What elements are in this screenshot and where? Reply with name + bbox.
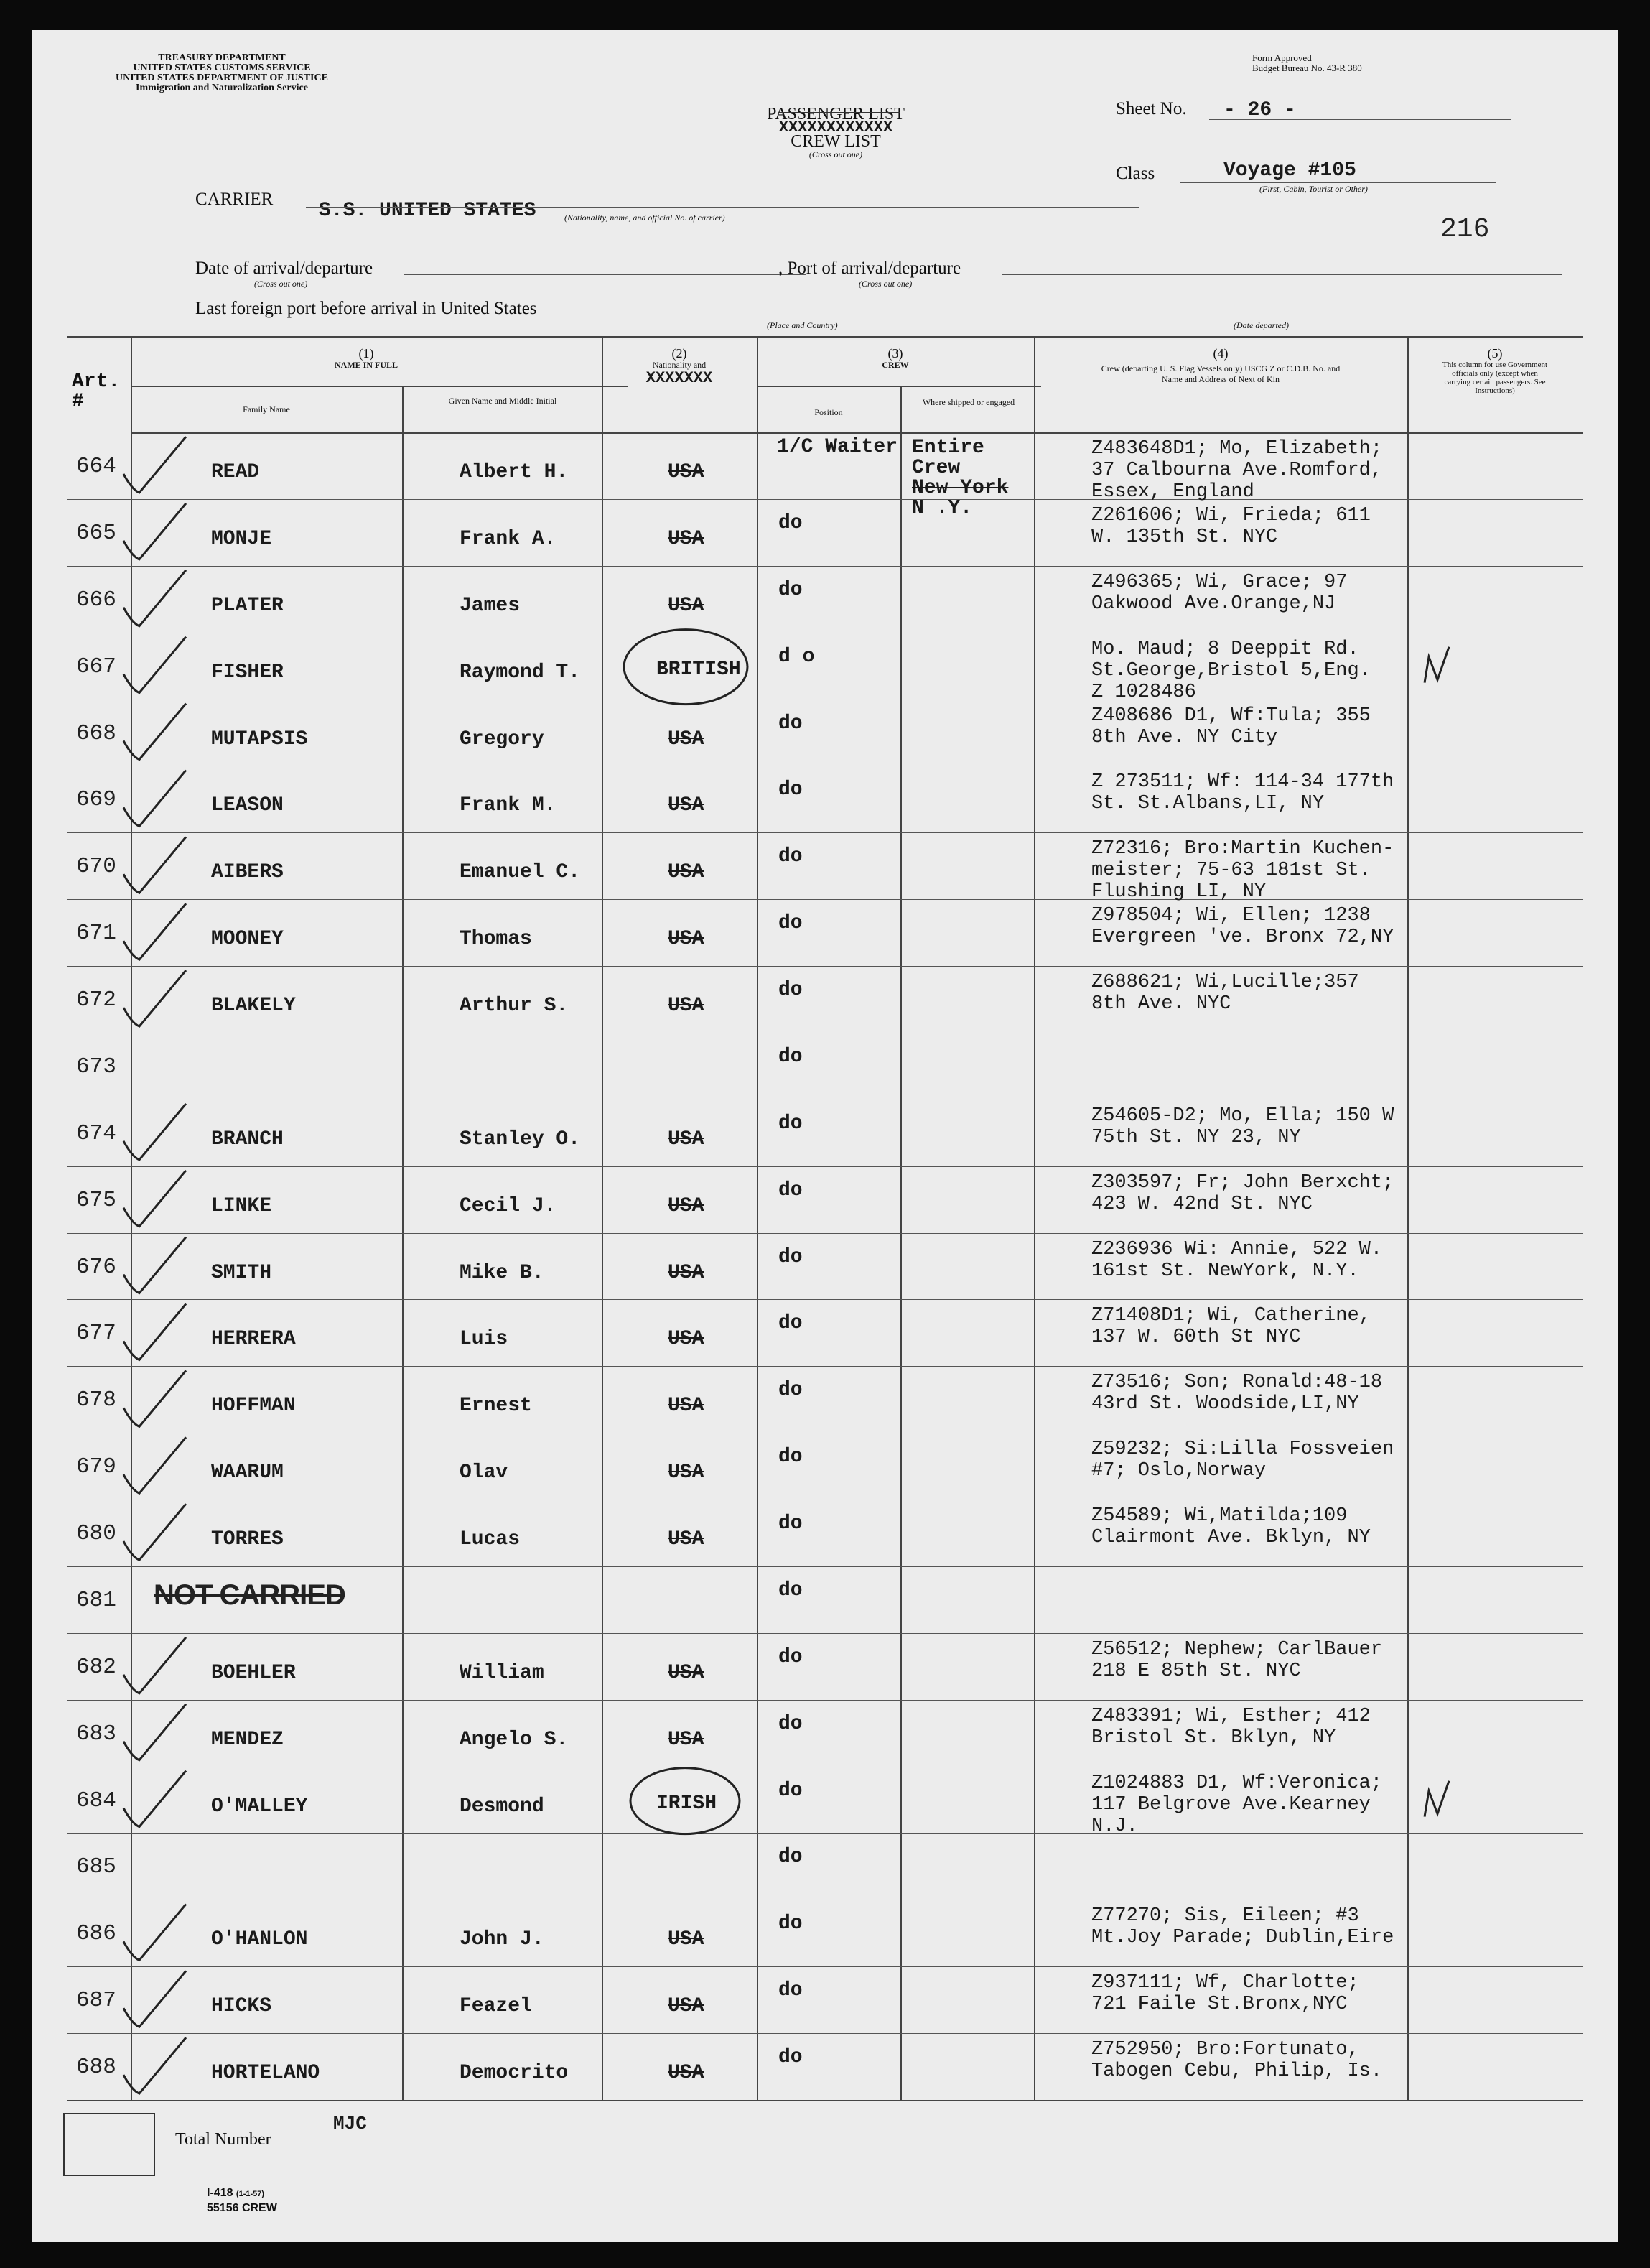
art-number: 684: [76, 1788, 116, 1813]
nationality: USA: [668, 1995, 704, 2017]
table-row: [32, 966, 1618, 1033]
next-of-kin-line: 43rd St. Woodside,LI,NY: [1091, 1393, 1359, 1415]
position: do: [778, 779, 803, 801]
next-of-kin-line: St.George,Bristol 5,Eng.: [1091, 660, 1371, 682]
next-of-kin-line: 137 W. 60th St NYC: [1091, 1326, 1301, 1348]
art-number: 678: [76, 1388, 116, 1413]
art-number: 666: [76, 587, 116, 613]
next-of-kin-line: Z303597; Fr; John Berxcht;: [1091, 1172, 1394, 1194]
class-value: Voyage #105: [1223, 159, 1356, 182]
place-note: (Place and Country): [767, 320, 838, 330]
shipped-line: Entire: [912, 437, 984, 459]
next-of-kin-line: Z77270; Sis, Eileen; #3: [1091, 1905, 1359, 1927]
position: do: [778, 579, 803, 601]
next-of-kin-line: Mo. Maud; 8 Deeppit Rd.: [1091, 638, 1359, 660]
position: 1/C Waiter: [777, 436, 898, 458]
next-of-kin-line: Z483391; Wi, Esther; 412: [1091, 1706, 1371, 1727]
family-name: LINKE: [211, 1195, 272, 1217]
nationality: USA: [668, 1128, 704, 1151]
next-of-kin-line: #7; Oslo,Norway: [1091, 1460, 1267, 1482]
table-row: [32, 1966, 1618, 2033]
crew-rows: [32, 432, 1618, 2100]
title-crossed: XXXXXXXXXXXX: [778, 118, 893, 136]
table-row: [32, 1366, 1618, 1433]
given-name: Stanley O.: [460, 1128, 581, 1151]
port-note: (Cross out one): [859, 279, 913, 289]
art-number: 673: [76, 1054, 116, 1079]
nationality: USA: [668, 1928, 704, 1951]
given-name: Gregory: [460, 728, 544, 750]
sheet-label: Sheet No.: [1116, 99, 1187, 118]
family-name-header: Family Name: [243, 404, 290, 414]
next-of-kin-line: Z937111; Wf, Charlotte;: [1091, 1972, 1359, 1994]
total-initials: MJC: [333, 2113, 367, 2134]
position: do: [778, 1913, 803, 1935]
table-row: [32, 1100, 1618, 1166]
next-of-kin-line: St. St.Albans,LI, NY: [1091, 793, 1325, 814]
position: do: [778, 1979, 803, 2002]
art-number: 670: [76, 854, 116, 879]
art-number: 667: [76, 654, 116, 679]
col1-header: [131, 346, 602, 370]
position: do: [778, 1646, 803, 1668]
next-of-kin-line: 721 Faile St.Bronx,NYC: [1091, 1994, 1348, 2015]
position: do: [778, 1379, 803, 1401]
position: do: [778, 1446, 803, 1468]
given-name: Democrito: [460, 2062, 569, 2084]
next-of-kin-line: Z54605-D2; Mo, Ella; 150 W: [1091, 1105, 1394, 1127]
family-name: PLATER: [211, 595, 284, 617]
col4-num: (4): [1213, 346, 1229, 361]
nationality: USA: [668, 1395, 704, 1417]
given-name: Luis: [460, 1328, 508, 1350]
next-of-kin-line: 161st St. NewYork, N.Y.: [1091, 1260, 1359, 1282]
arrival-label: Date of arrival/departure: [195, 259, 373, 278]
nationality: USA: [668, 861, 704, 883]
next-of-kin-line: W. 135th St. NYC: [1091, 526, 1278, 548]
form-title: [735, 106, 936, 160]
col1-num: (1): [358, 346, 374, 361]
table-row: [32, 832, 1618, 903]
next-of-kin-line: Z236936 Wi: Annie, 522 W.: [1091, 1239, 1383, 1260]
art-number: 685: [76, 1854, 116, 1879]
col3-num: (3): [887, 346, 903, 361]
next-of-kin-line: Z73516; Son; Ronald:48-18: [1091, 1372, 1383, 1393]
carrier-value: S.S. UNITED STATES: [319, 200, 536, 222]
arrival-note: (Cross out one): [254, 279, 308, 289]
family-name: TORRES: [211, 1528, 284, 1551]
next-of-kin-line: Z59232; Si:Lilla Fossveien: [1091, 1439, 1394, 1460]
nationality: USA: [668, 461, 704, 483]
position: do: [778, 1780, 803, 1802]
table-row: [32, 1033, 1618, 1100]
family-name: HERRERA: [211, 1328, 296, 1350]
given-name: Arthur S.: [460, 995, 569, 1017]
nationality: USA: [668, 1662, 704, 1684]
table-row: [32, 1299, 1618, 1366]
table-row: [32, 1767, 1618, 1837]
table-row: [32, 1166, 1618, 1233]
art-number: 671: [76, 921, 116, 946]
agency-line: UNITED STATES CUSTOMS SERVICE: [133, 62, 311, 73]
position: do: [778, 979, 803, 1001]
col5-header: [1407, 346, 1583, 395]
next-of-kin-line: 117 Belgrove Ave.Kearney: [1091, 1794, 1371, 1816]
table-row: [32, 566, 1618, 633]
art-number: 686: [76, 1921, 116, 1946]
art-number: 683: [76, 1721, 116, 1747]
next-of-kin-line: Clairmont Ave. Bklyn, NY: [1091, 1527, 1371, 1548]
position: do: [778, 512, 803, 534]
art-number: 672: [76, 987, 116, 1013]
port-label: , Port of arrival/departure: [778, 259, 961, 278]
next-of-kin-line: Z 1028486: [1091, 682, 1196, 703]
nationality: USA: [668, 794, 704, 817]
given-name: Ernest: [460, 1395, 532, 1417]
next-of-kin-line: Z408686 D1, Wf:Tula; 355: [1091, 705, 1371, 727]
position: do: [778, 1846, 803, 1868]
art-number: 687: [76, 1988, 116, 2013]
table-row: [32, 899, 1618, 966]
nationality: BRITISH: [656, 659, 741, 681]
art-number: 681: [76, 1588, 116, 1613]
nationality: USA: [668, 1528, 704, 1551]
family-name: SMITH: [211, 1262, 272, 1284]
family-name: BOEHLER: [211, 1662, 296, 1684]
form-id: I-418: [207, 2187, 233, 2199]
table-row: [32, 499, 1618, 566]
given-name: James: [460, 595, 521, 617]
date-departed-note: (Date departed): [1234, 320, 1289, 330]
col3-title: CREW: [882, 360, 909, 370]
given-name: Lucas: [460, 1528, 521, 1551]
next-of-kin-line: Z261606; Wi, Frieda; 611: [1091, 505, 1371, 526]
next-of-kin-line: 423 W. 42nd St. NYC: [1091, 1194, 1313, 1215]
next-of-kin-line: Z 273511; Wf: 114-34 177th: [1091, 771, 1394, 793]
col5-num: (5): [1487, 346, 1503, 361]
family-name: HICKS: [211, 1995, 272, 2017]
col2-header: [602, 346, 757, 387]
table-row: [32, 2033, 1618, 2100]
col4-title: Crew (departing U. S. Flag Vessels only) USCG Z or C.D.B. No. and Name and Address of Next of Kin: [1101, 363, 1341, 384]
family-name: HORTELANO: [211, 2062, 320, 2084]
next-of-kin-line: Z483648D1; Mo, Elizabeth;: [1091, 438, 1383, 460]
position: do: [778, 1512, 803, 1535]
next-of-kin-line: Oakwood Ave.Orange,NJ: [1091, 593, 1336, 615]
table-row: [32, 633, 1618, 703]
col4-header: [1034, 346, 1407, 385]
given-name: Frank A.: [460, 528, 556, 550]
given-name: Olav: [460, 1461, 508, 1484]
art-number: 677: [76, 1321, 116, 1346]
next-of-kin-line: N.J.: [1091, 1816, 1138, 1837]
next-of-kin-line: Z72316; Bro:Martin Kuchen-: [1091, 838, 1394, 860]
last-port-label: Last foreign port before arrival in United States: [195, 299, 537, 318]
nationality: USA: [668, 728, 704, 750]
crew-list-form: [32, 30, 1618, 2242]
shipped-line: N .Y.: [912, 497, 973, 519]
family-name: MOONEY: [211, 928, 284, 950]
family-name: BLAKELY: [211, 995, 296, 1017]
next-of-kin-line: Z752950; Bro:Fortunato,: [1091, 2039, 1359, 2060]
next-of-kin-line: 8th Ave. NYC: [1091, 993, 1231, 1015]
art-number: 668: [76, 721, 116, 746]
nationality: USA: [668, 1461, 704, 1484]
family-name: O'HANLON: [211, 1928, 308, 1951]
family-name: HOFFMAN: [211, 1395, 296, 1417]
art-number: 688: [76, 2055, 116, 2080]
next-of-kin-line: Evergreen 've. Bronx 72,NY: [1091, 926, 1394, 948]
family-name: BRANCH: [211, 1128, 284, 1151]
nationality: USA: [668, 995, 704, 1017]
given-name: Desmond: [460, 1795, 544, 1818]
title-passenger: PASSENGER LIST: [767, 105, 905, 124]
family-name: O'MALLEY: [211, 1795, 308, 1818]
next-of-kin-line: Flushing LI, NY: [1091, 881, 1267, 903]
next-of-kin-line: Z54589; Wi,Matilda;109: [1091, 1505, 1348, 1527]
nationality: USA: [668, 1262, 704, 1284]
nationality: USA: [668, 1328, 704, 1350]
family-name: READ: [211, 461, 260, 483]
nationality: USA: [668, 1195, 704, 1217]
table-row: [32, 1566, 1618, 1633]
art-label: Art.: [72, 371, 121, 393]
agency-block: [32, 53, 412, 93]
art-number: 676: [76, 1255, 116, 1280]
col2-title: Nationality and: [652, 360, 707, 370]
crew-code: 55156 CREW: [207, 2202, 277, 2214]
next-of-kin-line: 8th Ave. NY City: [1091, 727, 1278, 748]
table-row: [32, 1700, 1618, 1767]
given-name: Albert H.: [460, 461, 569, 483]
shipped-line: New York: [912, 477, 1009, 499]
table-row: [32, 1500, 1618, 1566]
art-number: 682: [76, 1655, 116, 1680]
table-row: [32, 766, 1618, 832]
given-name: Thomas: [460, 928, 532, 950]
next-of-kin-line: Z1024883 D1, Wf:Veronica;: [1091, 1772, 1383, 1794]
col3-header: [757, 346, 1034, 370]
form-approved: [1252, 53, 1362, 73]
art-number: 664: [76, 454, 116, 479]
position: do: [778, 1579, 803, 1602]
next-of-kin-line: Mt.Joy Parade; Dublin,Eire: [1091, 1927, 1394, 1948]
art-number: 674: [76, 1121, 116, 1146]
next-of-kin-line: 218 E 85th St. NYC: [1091, 1660, 1301, 1682]
next-of-kin-line: 37 Calbourna Ave.Romford,: [1091, 460, 1383, 481]
table-row: [32, 1233, 1618, 1300]
nationality: IRISH: [656, 1793, 717, 1815]
class-label: Class: [1116, 164, 1155, 183]
table-row: [32, 700, 1618, 766]
next-of-kin-line: 75th St. NY 23, NY: [1091, 1127, 1301, 1148]
position: do: [778, 1046, 803, 1068]
title-strike: [778, 112, 900, 113]
position-header: Position: [814, 407, 843, 417]
agency-line: Immigration and Naturalization Service: [136, 83, 308, 93]
col1-title: NAME IN FULL: [334, 360, 398, 370]
nationality: USA: [668, 928, 704, 950]
family-name: FISHER: [211, 661, 284, 684]
form-approved-text: Form Approved: [1252, 52, 1312, 63]
col2-num: (2): [671, 346, 687, 361]
given-name: Cecil J.: [460, 1195, 556, 1217]
given-name: Mike B.: [460, 1262, 544, 1284]
position: do: [778, 712, 803, 735]
position: do: [778, 2046, 803, 2068]
class-note: (First, Cabin, Tourist or Other): [1259, 184, 1368, 194]
family-name: MENDEZ: [211, 1729, 284, 1751]
form-date: (1-1-57): [236, 2190, 265, 2198]
nationality: USA: [668, 1729, 704, 1751]
table-row: [32, 1900, 1618, 1966]
next-of-kin-line: Z978504; Wi, Ellen; 1238: [1091, 905, 1371, 926]
position: do: [778, 1713, 803, 1735]
nationality: USA: [668, 528, 704, 550]
table-row: [32, 1433, 1618, 1500]
cross-out-note: (Cross out one): [808, 149, 863, 159]
carrier-note: (Nationality, name, and official No. of carrier): [564, 213, 725, 223]
next-of-kin-line: Z71408D1; Wi, Catherine,: [1091, 1305, 1371, 1326]
budget-bureau-text: Budget Bureau No. 43-R 380: [1252, 62, 1362, 73]
given-name: Frank M.: [460, 794, 556, 817]
art-header: [72, 372, 120, 412]
shipped-line: Crew: [912, 457, 961, 479]
family-name: WAARUM: [211, 1461, 284, 1484]
family-name: NOT CARRIED: [154, 1579, 345, 1611]
given-name: John J.: [460, 1928, 544, 1951]
next-of-kin-line: Z56512; Nephew; CarlBauer: [1091, 1639, 1383, 1660]
art-number: 669: [76, 787, 116, 812]
where-shipped-header: Where shipped or engaged: [922, 397, 1015, 407]
next-of-kin-line: Z688621; Wi,Lucille;357: [1091, 972, 1359, 993]
art-number: 680: [76, 1521, 116, 1546]
next-of-kin-line: meister; 75-63 181st St.: [1091, 860, 1371, 881]
nationality: USA: [668, 2062, 704, 2084]
position: d o: [778, 646, 815, 668]
art-number: 665: [76, 521, 116, 546]
sheet-value: - 26 -: [1223, 99, 1296, 121]
position: do: [778, 1179, 803, 1202]
total-number-box: [63, 2113, 155, 2176]
total-number-label: Total Number: [175, 2130, 271, 2149]
next-of-kin-line: Tabogen Cebu, Philip, Is.: [1091, 2060, 1383, 2082]
given-name: Angelo S.: [460, 1729, 569, 1751]
next-of-kin-line: Bristol St. Bklyn, NY: [1091, 1727, 1336, 1749]
given-name: Emanuel C.: [460, 861, 581, 883]
title-crew: CREW LIST: [791, 132, 881, 151]
position: do: [778, 1312, 803, 1334]
next-of-kin-line: Z496365; Wi, Grace; 97: [1091, 572, 1348, 593]
family-name: AIBERS: [211, 861, 284, 883]
agency-line: UNITED STATES DEPARTMENT OF JUSTICE: [116, 73, 328, 83]
table-row: [32, 432, 1618, 503]
agency-line: TREASURY DEPARTMENT: [158, 52, 286, 63]
page-number: 216: [1440, 214, 1490, 245]
position: do: [778, 912, 803, 934]
col5-title: This column for use Government officials only (except when carrying certain passengers. See Instructions): [1442, 361, 1548, 395]
given-name: William: [460, 1662, 544, 1684]
given-name: Raymond T.: [460, 661, 581, 684]
art-number: 679: [76, 1454, 116, 1479]
carrier-label: CARRIER: [195, 190, 274, 209]
hash-label: #: [72, 391, 84, 413]
col2-crossed: XXXXXXX: [645, 369, 713, 387]
form-id-block: [207, 2186, 277, 2216]
family-name: MUTAPSIS: [211, 728, 308, 750]
table-row: [32, 1633, 1618, 1700]
table-row: [32, 1833, 1618, 1900]
position: do: [778, 1112, 803, 1135]
family-name: LEASON: [211, 794, 284, 817]
family-name: MONJE: [211, 528, 272, 550]
nationality: USA: [668, 595, 704, 617]
position: do: [778, 1246, 803, 1268]
given-name: Feazel: [460, 1995, 532, 2017]
given-name-header: Given Name and Middle Initial: [448, 396, 557, 406]
next-of-kin-line: Essex, England: [1091, 481, 1254, 503]
position: do: [778, 845, 803, 868]
art-number: 675: [76, 1188, 116, 1213]
